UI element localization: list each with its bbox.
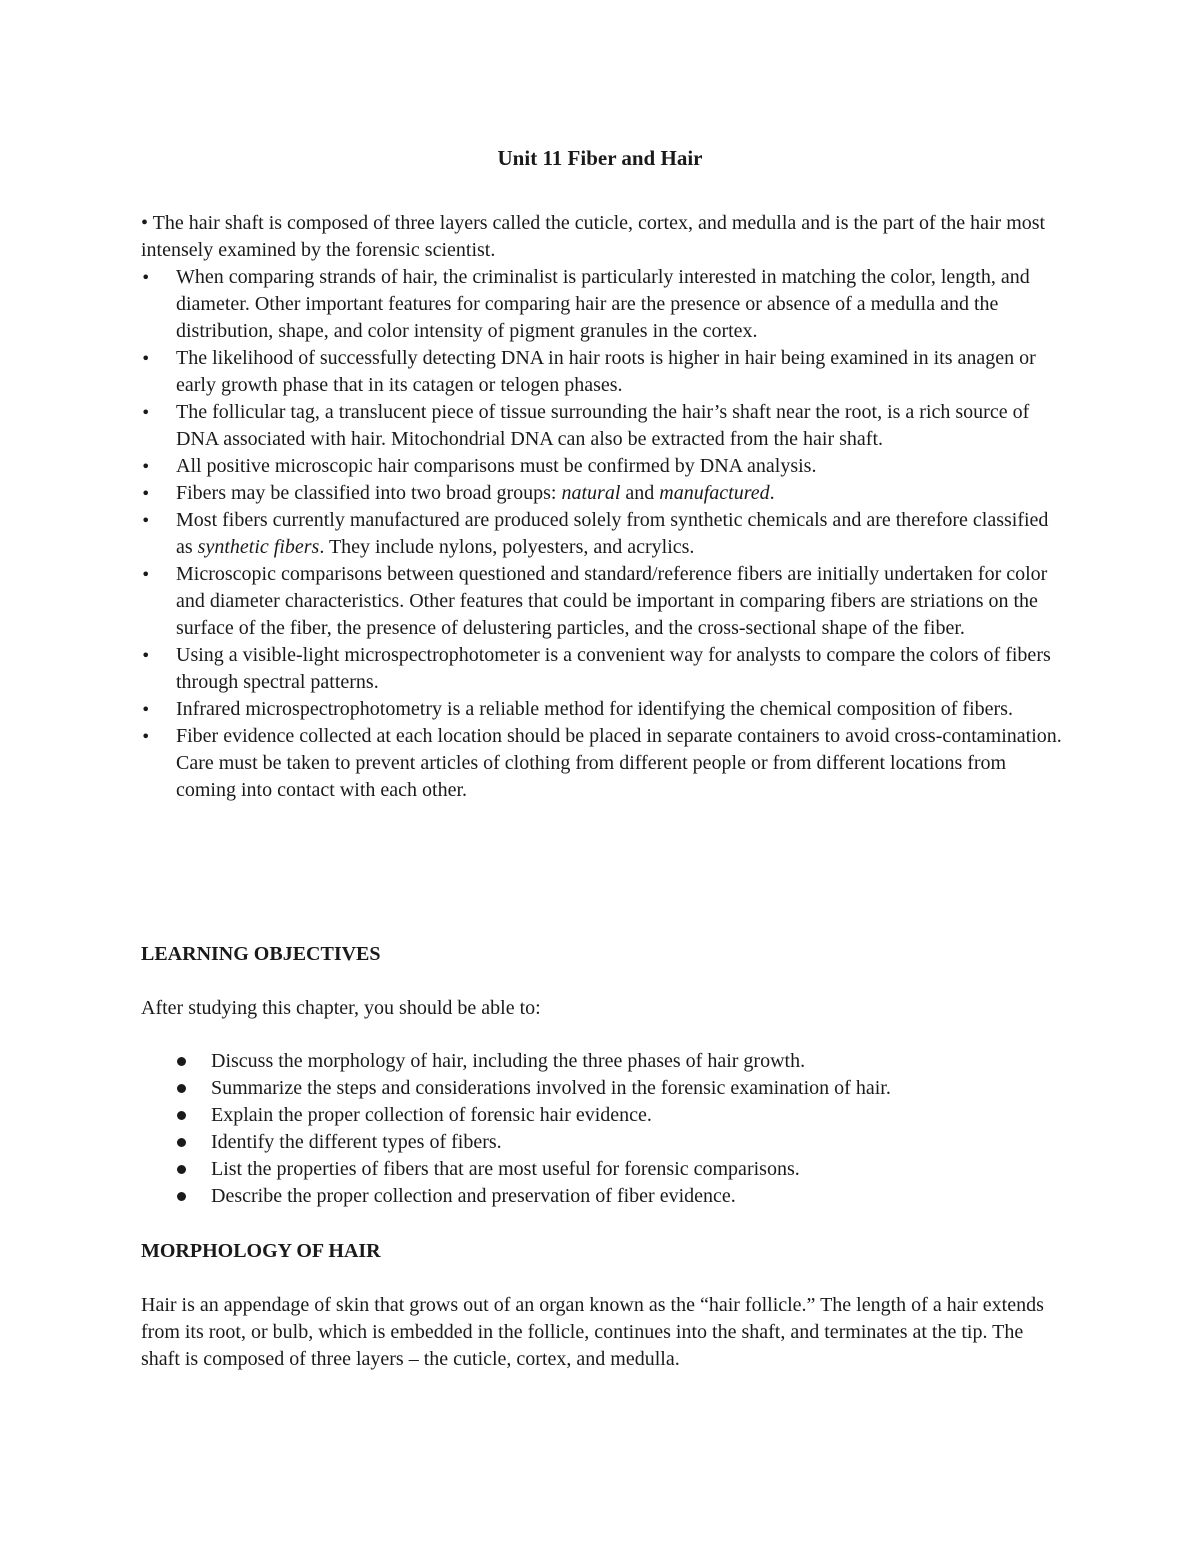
list-item [175,1156,1075,1183]
bullet-icon: • [141,484,151,503]
list-item [175,1129,1075,1156]
text-run: . [769,482,775,504]
learning-objectives-heading: LEARNING OBJECTIVES [141,943,381,965]
list-item-text: List the properties of fibers that are most useful for forensic comparisons. [211,1158,800,1180]
list-item-text: When comparing strands of hair, the criminalist is particularly interested in matching the color, length, and diameter. Other important features for comparing hair are the presence or absence of a medulla and the distribution, shape, and color intensity of pigment granules in the cortex. [176,266,1030,342]
list-item [141,345,1066,399]
text-run: Fibers may be classified into two broad groups: [176,482,562,504]
list-item-text: Microscopic comparisons between questioned and standard/reference fibers are initially undertaken for color and diameter characteristics. Other features that could be important in comparing fibers are striations on the surface of the fiber, the presence of delustering particles, and the cross-sectional shape of the fiber. [176,563,1048,639]
intro-paragraph: • The hair shaft is composed of three layers called the cuticle, cortex, and medulla and is the part of the hair most intensely examined by the forensic scientist. [141,212,1046,261]
list-item [175,1075,1075,1102]
list-item-text: Identify the different types of fibers. [211,1131,502,1153]
list-item [175,1102,1075,1129]
morphology-heading: MORPHOLOGY OF HAIR [141,1240,381,1262]
bullet-icon: • [141,403,151,422]
bullet-icon: • [141,457,151,476]
page-title: Unit 11 Fiber and Hair [497,146,703,170]
list-item-text: Discuss the morphology of hair, including the three phases of hair growth. [211,1050,806,1072]
bullet-icon: • [141,565,151,584]
list-item [175,1048,1075,1075]
list-item [141,561,1066,642]
list-item-text: Describe the proper collection and preservation of fiber evidence. [211,1185,736,1207]
bullet-icon: • [141,349,151,368]
bullet-dot-icon [177,1111,186,1120]
list-item [141,642,1066,696]
text-run: and [620,482,660,504]
bullet-icon: • [141,646,151,665]
list-item [175,1183,1075,1210]
bullet-dot-icon [177,1138,186,1147]
text-run: . They include nylons, polyesters, and acrylics. [319,536,695,558]
list-item-text: Summarize the steps and considerations involved in the forensic examination of hair. [211,1077,891,1099]
bullet-icon: • [141,511,151,530]
list-item [141,399,1066,453]
text-run: Most fibers currently manufactured are produced solely from synthetic chemicals and are therefore classified as [176,509,1049,558]
bullet-icon: • [141,727,151,746]
list-item-text [176,509,1048,558]
list-item [141,723,1066,804]
list-item [141,453,1066,480]
list-item-text: The likelihood of successfully detecting DNA in hair roots is higher in hair being examined in its anagen or early growth phase that in its catagen or telogen phases. [176,347,1036,396]
emphasis-natural: natural [561,482,621,504]
list-item-text: Explain the proper collection of forensic hair evidence. [211,1104,652,1126]
morphology-paragraph: Hair is an appendage of skin that grows out of an organ known as the “hair follicle.” The length of a hair extends from its root, or bulb, which is embedded in the follicle, continues into the shaft, and terminates at the tip. The shaft is composed of three layers – the cuticle, cortex, and medulla. [141,1294,1044,1370]
bullet-dot-icon [177,1057,186,1066]
emphasis-synthetic-fibers: synthetic fibers [197,536,320,558]
list-item-text: Infrared microspectrophotometry is a reliable method for identifying the chemical composition of fibers. [176,698,1013,720]
list-item-text: All positive microscopic hair comparisons must be confirmed by DNA analysis. [176,455,817,477]
list-item-text: Fiber evidence collected at each location should be placed in separate containers to avoid cross-contamination. Care must be taken to prevent articles of clothing from different people or from different locations from coming into contact with each other. [176,725,1062,801]
list-item [141,264,1066,345]
list-item [141,480,1066,507]
list-item-text: The follicular tag, a translucent piece of tissue surrounding the hair’s shaft near the root, is a rich source of DNA associated with hair. Mitochondrial DNA can also be extracted from the hair shaft. [176,401,1030,450]
list-item [141,507,1066,561]
bullet-icon: • [141,700,151,719]
bullet-dot-icon [177,1192,186,1201]
list-item [141,696,1066,723]
bullet-dot-icon [177,1165,186,1174]
emphasis-manufactured: manufactured [659,482,770,504]
learning-objectives-lead: After studying this chapter, you should be able to: [141,997,541,1019]
list-item-text: Using a visible-light microspectrophotometer is a convenient way for analysts to compare the colors of fibers through spectral patterns. [176,644,1051,693]
objectives-list [175,1048,1075,1210]
bullet-dot-icon [177,1084,186,1093]
list-item-text [176,482,775,504]
bullet-icon: • [141,268,151,287]
fact-list [141,264,1066,804]
